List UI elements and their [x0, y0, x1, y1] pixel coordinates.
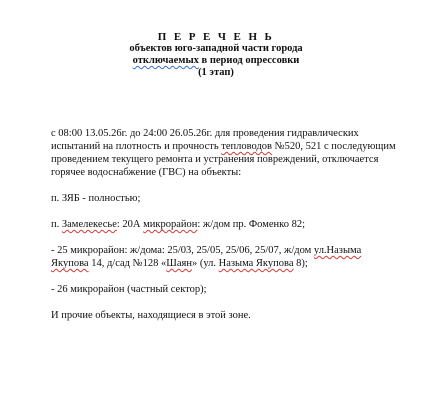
paragraph-1-line-1: с 08:00 13.05.26г. до 24:00 26.05.26г. для проведения гидравлических	[51, 128, 359, 139]
paragraph-1-line-2-start: испытаний на плотность и прочность	[51, 141, 222, 152]
paragraph-4-misspelled-name: Шаян	[166, 258, 192, 269]
heading-line-2	[0, 55, 432, 67]
paragraph-4-misspelled-street: ул.Назыма	[313, 245, 362, 256]
paragraph-4-line-2-end: 8);	[293, 258, 308, 269]
heading-line-1: объектов юго-западной части города	[129, 43, 303, 54]
paragraph-1-line-2-end: №520, 521 с последующим	[272, 141, 396, 152]
paragraph-4-line-2	[51, 257, 308, 270]
paragraph-4-line-1-start: - 25 микрорайон: ж/дома: 25/03, 25/05, 25/06, 25/07, ж/дом	[51, 245, 314, 256]
heading-line-3: (1 этап)	[198, 67, 234, 78]
heading-line-2-underlined: отключаемых	[132, 55, 199, 66]
paragraph-3-part-e: : ж/дом пр. Фоменко 82;	[197, 219, 306, 230]
paragraph-4-line-2-part-b: 14, д/сад №128 «	[88, 258, 167, 269]
paragraph-4-line-1	[51, 244, 361, 257]
paragraph-3-misspelled-word: микрорайон	[143, 219, 198, 230]
document-title: П Е Р Е Ч Е Н Ь	[157, 31, 275, 43]
paragraph-6: И прочие объекты, находящиеся в этой зоне.	[51, 310, 251, 321]
paragraph-1-line-2	[51, 140, 396, 153]
paragraph-3-misspelled-place: Замелекесье	[61, 219, 117, 230]
paragraph-1-line-4: горячее водоснабжение (ГВС) на объекты:	[51, 167, 242, 178]
paragraph-2: п. ЗЯБ - полностью;	[51, 193, 141, 204]
paragraph-3	[51, 218, 305, 231]
paragraph-1-misspelled-word: тепловодов	[221, 141, 272, 152]
paragraph-4-misspelled-surname: Якупова	[51, 258, 89, 269]
paragraph-3-part-c: : 20А	[116, 219, 144, 230]
paragraph-3-part-a: п.	[51, 219, 62, 230]
paragraph-1-line-3: проведением текущего ремонта и устранения повреждений, отключается	[51, 154, 379, 165]
paragraph-4-misspelled-street-2: Назыма Якупова	[218, 258, 294, 269]
heading-line-2-rest: в период опрессовки	[198, 55, 300, 66]
paragraph-4-line-2-part-d: » (ул.	[191, 258, 219, 269]
paragraph-5: - 26 микрорайон (частный сектор);	[51, 284, 207, 295]
